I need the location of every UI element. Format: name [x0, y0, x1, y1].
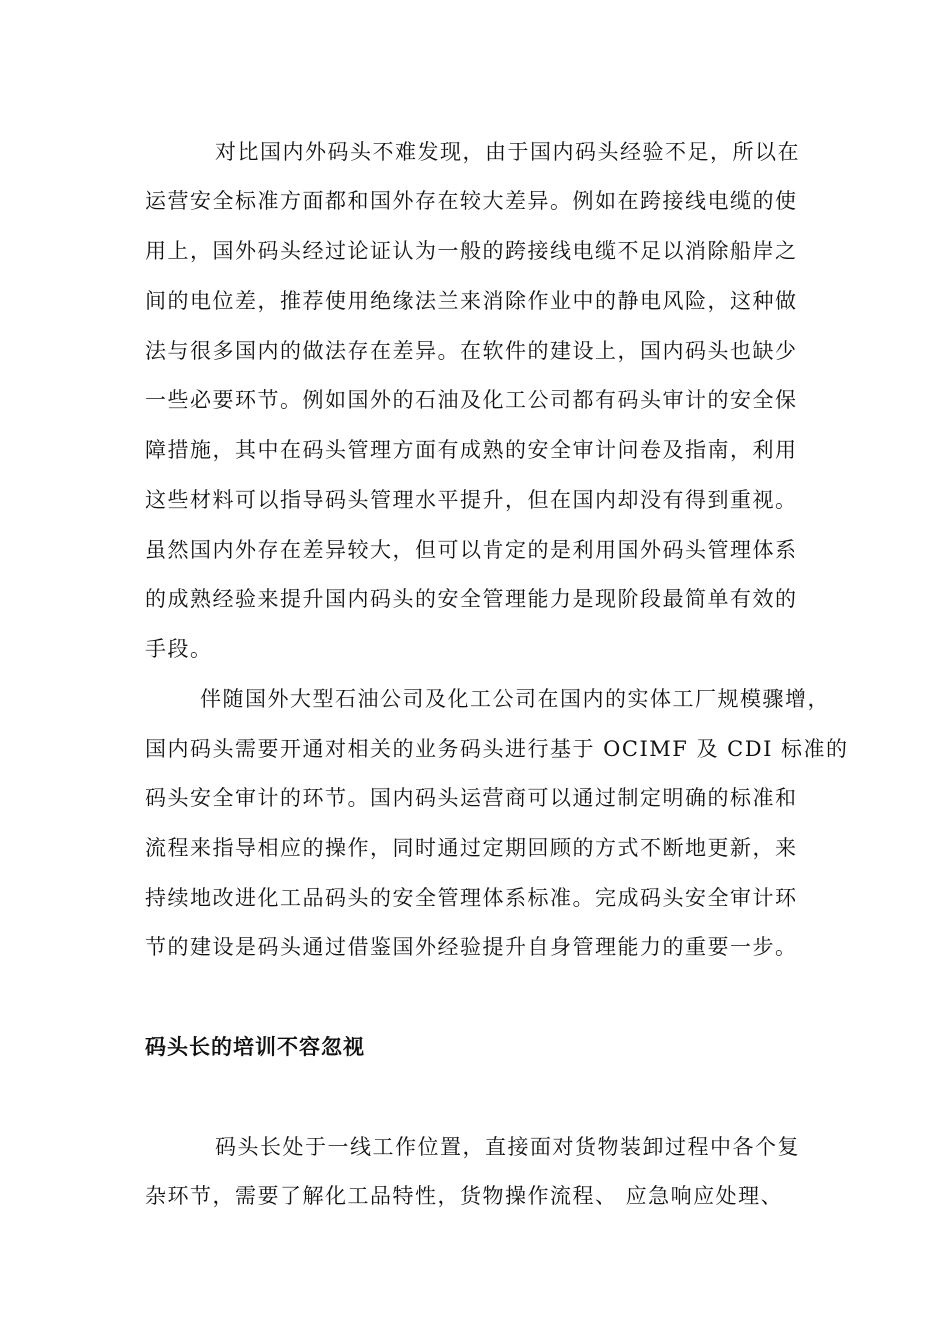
paragraph-1-line-4: 间的电位差，推荐使用绝缘法兰来消除作业中的静电风险，这种做: [145, 289, 798, 313]
paragraph-1-line-9: 虽然国内外存在差异较大，但可以肯定的是利用国外码头管理体系: [145, 538, 798, 562]
paragraph-2-line-4: 流程来指导相应的操作，同时通过定期回顾的方式不断地更新，来: [145, 836, 798, 860]
paragraph-2-line-5: 持续地改进化工品码头的安全管理体系标准。完成码头安全审计环: [145, 886, 798, 910]
paragraph-3-line-1: 码头长处于一线工作位置，直接面对货物装卸过程中各个复: [215, 1135, 800, 1159]
paragraph-1-line-10: 的成熟经验来提升国内码头的安全管理能力是现阶段最简单有效的: [145, 587, 798, 611]
paragraph-1-line-3: 用上，国外码头经过论证认为一般的跨接线电缆不足以消除船岸之: [145, 239, 798, 263]
paragraph-1-line-6: 一些必要环节。例如国外的石油及化工公司都有码头审计的安全保: [145, 388, 798, 412]
paragraph-2-line-3: 码头安全审计的环节。国内码头运营商可以通过制定明确的标准和: [145, 786, 798, 810]
paragraph-1-line-8: 这些材料可以指导码头管理水平提升，但在国内却没有得到重视。: [145, 488, 798, 512]
paragraph-1-line-1: 对比国内外码头不难发现，由于国内码头经验不足，所以在: [215, 140, 800, 164]
paragraph-2-line-1: 伴随国外大型石油公司及化工公司在国内的实体工厂规模骤增，: [200, 687, 830, 711]
paragraph-3-line-2: 杂环节，需要了解化工品特性，货物操作流程、 应急响应处理、: [145, 1184, 784, 1208]
paragraph-1-line-2: 运营安全标准方面都和国外存在较大差异。例如在跨接线电缆的使: [145, 189, 798, 213]
paragraph-2-line-6: 节的建设是码头通过借鉴国外经验提升自身管理能力的重要一步。: [145, 935, 798, 959]
paragraph-1-line-5: 法与很多国内的做法存在差异。在软件的建设上，国内码头也缺少: [145, 339, 798, 363]
paragraph-2-line-2: 国内码头需要开通对相关的业务码头进行基于 OCIMF 及 CDI 标准的: [145, 737, 849, 761]
section-heading: 码头长的培训不容忽视: [145, 1034, 365, 1059]
paragraph-1-line-11: 手段。: [145, 637, 213, 661]
paragraph-1-line-7: 障措施，其中在码头管理方面有成熟的安全审计问卷及指南，利用: [145, 438, 798, 462]
